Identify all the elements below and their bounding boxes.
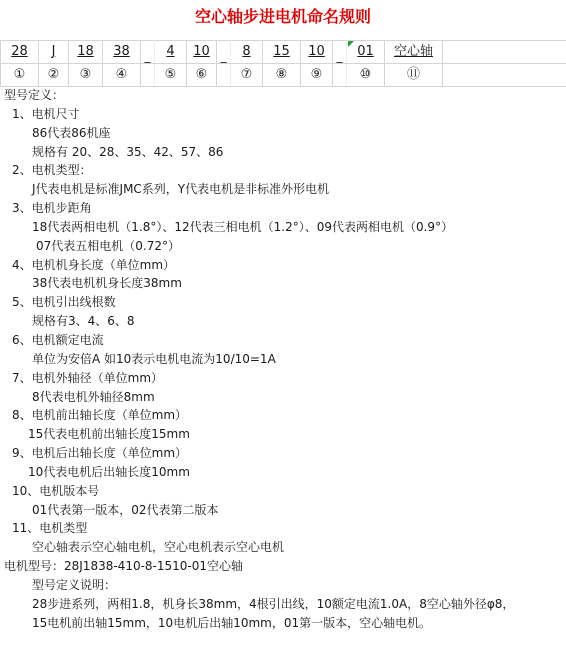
code-row <box>1 41 566 64</box>
item-detail: 规格有3、4、6、8 <box>32 314 135 329</box>
item-detail: 01代表第一版本，02代表第二版本 <box>32 502 219 517</box>
item-heading: 10、电机版本号 <box>12 483 100 498</box>
item-detail: 规格有 20、28、35、42、57、86 <box>32 144 224 159</box>
item-heading: 8、电机前出轴长度（单位mm） <box>12 408 188 423</box>
model-code-table <box>0 40 566 87</box>
number-cell: ① <box>1 64 39 87</box>
number-cell: ② <box>39 64 69 87</box>
empty-cell <box>443 41 566 64</box>
code-cell: 8 <box>231 41 263 64</box>
number-cell: ⑧ <box>263 64 301 87</box>
number-cell: ⑩ <box>347 64 385 87</box>
item-detail: J代表电机是标准JMC系列，Y代表电机是非标准外形电机 <box>32 182 330 197</box>
code-cell: 18 <box>69 41 103 64</box>
empty-cell <box>217 64 231 87</box>
code-cell: 38 <box>103 41 141 64</box>
code-cell: 空心轴 <box>385 41 443 64</box>
code-cell: 15 <box>263 41 301 64</box>
item-heading: 6、电机额定电流 <box>12 332 104 347</box>
item-detail: 单位为安倍A 如10表示电机电流为10/10=1A <box>32 351 276 366</box>
item-detail: 8代表电机外轴径8mm <box>32 389 155 404</box>
section-heading: 型号定义： <box>4 88 65 102</box>
example-detail: 28步进系列，两相1.8，机身长38mm，4根引出线，10额定电流1.0A，8空心轴外径φ8， <box>32 596 515 611</box>
number-cell: ⑪ <box>385 64 443 87</box>
item-detail: 15代表电机前出轴长度15mm <box>28 427 190 442</box>
comment-marker-icon <box>348 41 354 47</box>
item-heading: 11、电机类型 <box>12 521 88 536</box>
item-heading: 1、电机尺寸 <box>12 106 80 121</box>
item-detail: 10代表电机后出轴长度10mm <box>28 464 190 479</box>
code-separator: _ <box>141 41 155 64</box>
empty-cell <box>141 64 155 87</box>
code-cell: 28 <box>1 41 39 64</box>
empty-cell <box>443 64 566 87</box>
item-heading: 4、电机机身长度（单位mm） <box>12 257 176 272</box>
code-cell: J <box>39 41 69 64</box>
item-detail: 18代表两相电机（1.8°）、12代表三相电机（1.2°）、09代表两相电机（0.9°） <box>32 219 454 234</box>
example-detail: 15电机前出轴15mm，10电机后出轴10mm，01第一版本，空心轴电机。 <box>32 615 432 630</box>
code-cell: 01 <box>347 41 385 64</box>
item-detail: 07代表五相电机（0.72°） <box>36 238 180 253</box>
number-row <box>1 64 566 87</box>
item-heading: 2、电机类型： <box>12 163 92 178</box>
item-heading: 7、电机外轴径（单位mm） <box>12 370 164 385</box>
number-cell: ③ <box>69 64 103 87</box>
code-cell: 4 <box>155 41 187 64</box>
empty-cell <box>333 64 347 87</box>
number-cell: ⑥ <box>187 64 217 87</box>
item-detail: 86代表86机座 <box>32 125 111 140</box>
item-heading: 3、电机步距角 <box>12 201 92 216</box>
number-cell: ④ <box>103 64 141 87</box>
item-heading: 5、电机引出线根数 <box>12 295 116 310</box>
item-detail: 38代表电机机身长度38mm <box>32 276 182 291</box>
number-cell: ⑤ <box>155 64 187 87</box>
page-title: 空心轴步进电机命名规则 <box>194 7 371 26</box>
code-cell: 10 <box>187 41 217 64</box>
model-example: 电机型号：28J1838-410-8-1510-01空心轴 <box>4 559 244 574</box>
definition-text <box>4 86 564 632</box>
example-heading: 型号定义说明： <box>32 577 117 592</box>
item-heading: 9、电机后出轴长度（单位mm） <box>12 446 188 461</box>
item-detail: 空心轴表示空心轴电机，空心电机表示空心电机 <box>32 540 285 555</box>
number-cell: ⑨ <box>301 64 333 87</box>
number-cell: ⑦ <box>231 64 263 87</box>
code-separator: _ <box>217 41 231 64</box>
code-cell: 10 <box>301 41 333 64</box>
code-separator: _ <box>333 41 347 64</box>
